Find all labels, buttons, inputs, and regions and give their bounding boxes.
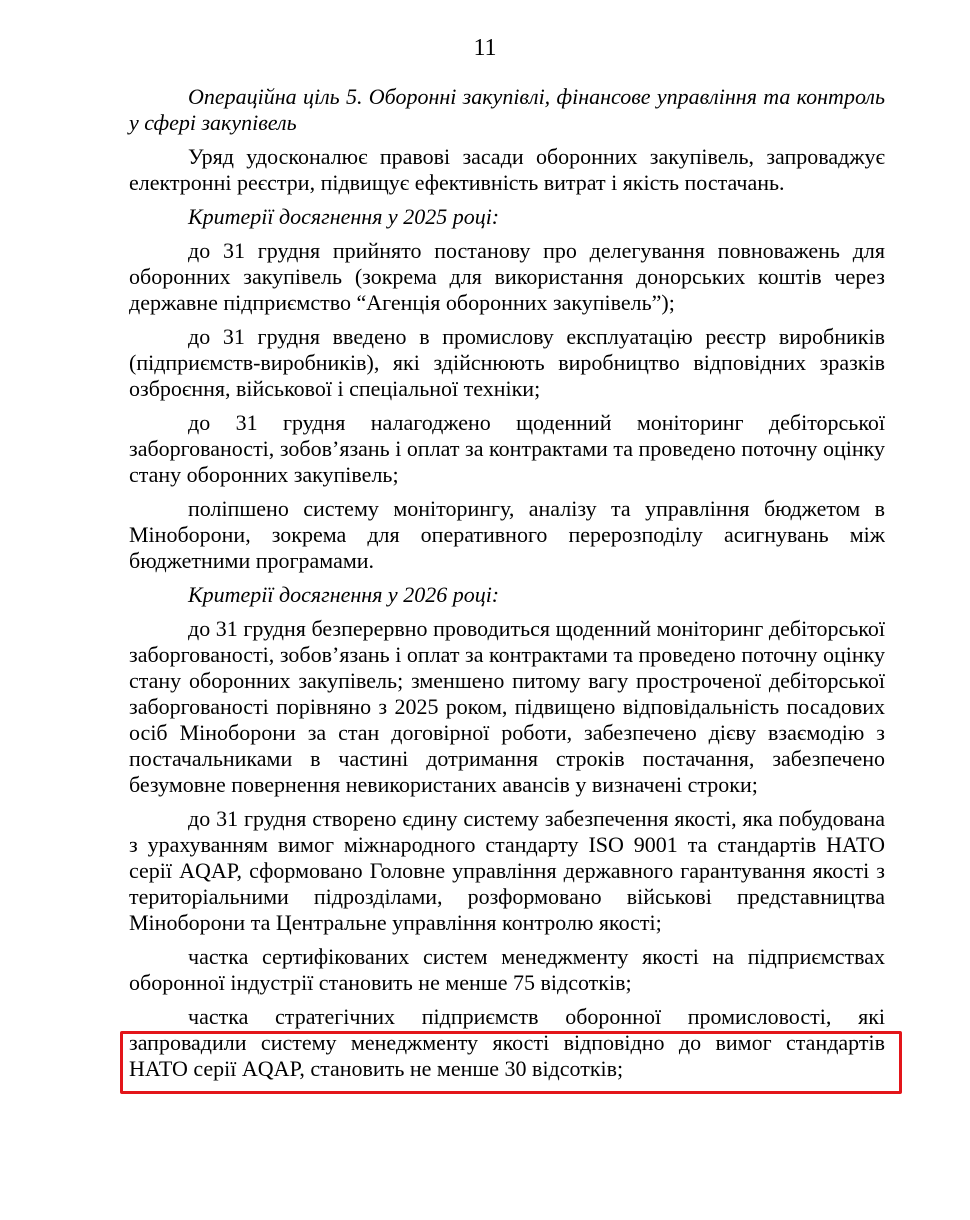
- highlight-box: [120, 1031, 902, 1094]
- criterion-2026-monitoring: до 31 грудня безперервно проводиться щоденний моніторинг дебіторської заборгованості, зобов’язань і оплат за контрактами та проведено поточну оцінку стану оборонних закупівель; зменшено питому вагу простроченої дебіторської заборгованості порівняно з 2025 роком, підвищено відповідальність посадових осіб Міноборони за стан договірної роботи, забезпечено дієву взаємодію з постачальниками в частині дотримання строків постачання, забезпечено безумовне повернення невикористаних авансів у визначені строки;: [129, 616, 885, 797]
- criterion-2026-certified-share: частка сертифікованих систем менеджменту якості на підприємствах оборонної індустрії становить не менше 75 відсотків;: [129, 944, 885, 995]
- criteria-2026-heading: Критерії досягнення у 2026 році:: [188, 582, 500, 607]
- operational-goal-heading: Операційна ціль 5. Оборонні закупівлі, фінансове управління та контроль у сфері закупівель: [129, 84, 885, 135]
- page-number: 11: [473, 35, 497, 61]
- criterion-2025-registry: до 31 грудня введено в промислову експлуатацію реєстр виробників (підприємств-виробників), які здійснюють виробництво відповідних зразків озброєння, військової і спеціальної техніки;: [129, 324, 885, 401]
- document-body: [129, 84, 885, 1082]
- criterion-2025-budget: поліпшено систему моніторингу, аналізу та управління бюджетом в Міноборони, зокрема для оперативного перерозподілу асигнувань між бюджетними програмами.: [129, 496, 885, 573]
- criterion-2026-quality-system: до 31 грудня створено єдину систему забезпечення якості, яка побудована з урахуванням вимог міжнародного стандарту ISO 9001 та стандартів НАТО серії AQAP, сформовано Головне управління державного гарантування якості з територіальними підрозділами, розформовано військові представництва Міноборони та Центральне управління контролю якості;: [129, 806, 885, 935]
- goal-description: Уряд удосконалює правові засади оборонних закупівель, запроваджує електронні реєстри, підвищує ефективність витрат і якість постачань.: [129, 144, 885, 195]
- criterion-2025-monitoring: до 31 грудня налагоджено щоденний моніторинг дебіторської заборгованості, зобов’язань і оплат за контрактами та проведено поточну оцінку стану оборонних закупівель;: [129, 410, 885, 487]
- criterion-2026-aqap-share: частка стратегічних підприємств оборонної промисловості, які запровадили систему менеджменту якості відповідно до вимог стандартів НАТО серії AQAP, становить не менше 30 відсотків;: [129, 1004, 885, 1081]
- criterion-2025-delegation: до 31 грудня прийнято постанову про делегування повноважень для оборонних закупівель (зокрема для використання донорських коштів через державне підприємство “Агенція оборонних закупівель”);: [129, 238, 885, 315]
- criteria-2025-heading: Критерії досягнення у 2025 році:: [188, 204, 500, 229]
